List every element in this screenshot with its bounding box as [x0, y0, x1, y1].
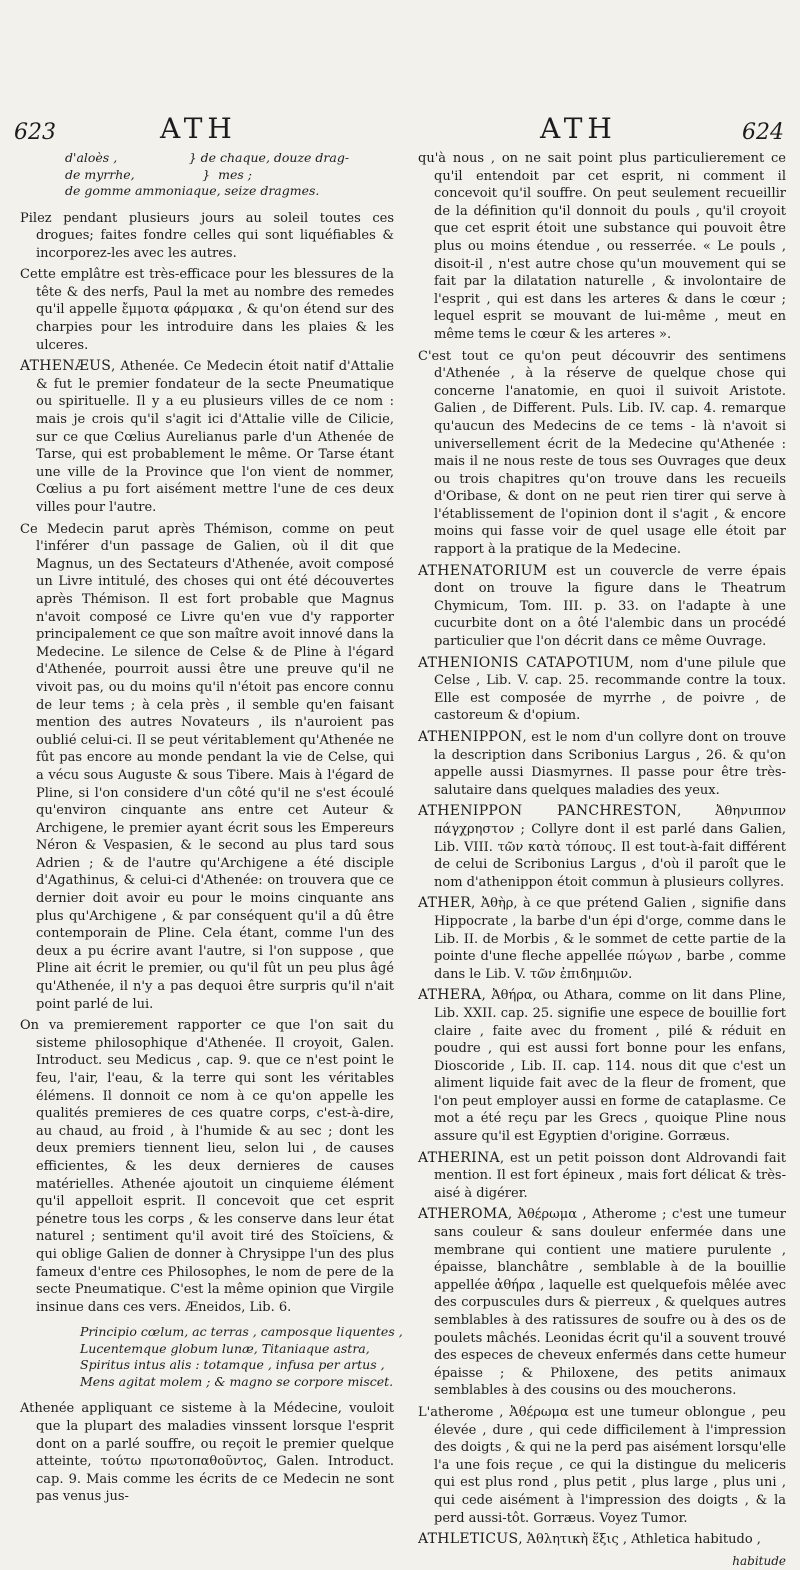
entry-athenionis	[418, 655, 786, 725]
entry-keyword: ATHENÆUS	[20, 358, 112, 375]
entry-keyword: ATHERINA	[418, 1149, 500, 1166]
entry-text: , Ἀθέρωμα , Atherome ; c'est une tumeur sans couleur & sans douleur enfermée dans une membrane qui contient une matiere purulente , épaisse, blanchâtre , semblable à de la bouillie appellée ἀθήρα , laquelle est quelquefois mêlée avec des corpuscules durs & pierreux , & quelques autres semblables à des ratissures de soufre ou à des os de poulets mâchés. Leonidas écrit qu'il a souvent trouvé des especes de cheveux enfermés dans cette humeur épaisse ; & Philoxene, des petits animaux semblables à des cousins ou des moucherons.	[434, 1207, 786, 1399]
formula-line: de gomme ammoniaque, seize dragmes.	[65, 183, 320, 198]
entry-atherina	[418, 1150, 786, 1203]
entry-athleticus	[418, 1531, 786, 1549]
entry-athenatorium	[418, 563, 786, 651]
entry-text: , est un petit poisson dont Aldrovandi fait mention. Il est fort épineux , mais fort délicat & très-aisé à digérer.	[434, 1150, 786, 1201]
catchword: habitude	[732, 1553, 786, 1568]
right-column	[418, 150, 786, 1570]
formula-line: de myrrhe, } mes ;	[65, 166, 252, 182]
running-head-right: ATH	[540, 112, 617, 145]
paragraph: C'est tout ce qu'on peut découvrir des sentimens d'Athenée , à la réserve de quelque chose qui concerne l'anatomie, en quoi il suivoit Aristote. Galien , de Different. Puls. Lib. IV. cap. 4. remarque qu'aucun des Medecins de ce tems - là n'avoit si universellement écrit de la Medecine qu'Athenée : mais il ne nous reste de tous ses Ouvrages que deux ou trois chapitres qu'on trouve dans les recueils d'Oribase, & dont on ne peut rien tirer qui serve à l'établissement de l'opinion dont il s'agit , & encore moins qui fasse voir de quel usage elle étoit par rapport à la pratique de la Medecine.	[418, 348, 786, 558]
left-column	[20, 150, 403, 1510]
entry-ather	[418, 895, 786, 983]
running-head-left: ATH	[160, 112, 237, 145]
paragraph: L'atherome , Ἀθέρωμα est une tumeur oblongue , peu élevée , dure , qui cede difficilement à l'impression des doigts , & qui ne la perd pas aisément lorsqu'elle l'a une fois reçue , ce qui la distingue du meliceris qui est plus rond , plus petit , plus large , plus uni , qui cede aisément à l'impression des doigts , & la perd aussi-tôt. Gorræus. Voyez Tumor.	[418, 1404, 786, 1526]
entry-athenippon-panchreston	[418, 803, 786, 891]
paragraph: On va premierement rapporter ce que l'on sait du sisteme philosophique d'Athenée. Il croyoit, Galen. Introduct. seu Medicus , cap. 9. que ce n'est point le feu, l'air, l'eau, & la terre qui sont les véritables élémens. Il donnoit ce nom à ce qu'on appelle les qualités premieres de ces quatre corps, c'est-à-dire, au chaud, au froid , à l'humide & au sec ; dont les deux premiers tiennent lieu, selon lui , de causes efficientes, & les deux dernieres de causes matérielles. Athenée ajoutoit un cinquieme élément qu'il appelloit esprit. Il concevoit que cet esprit pénetre tous les corps , & les conserve dans leur état naturel ; sentiment qu'il avoit tiré des Stoïciens, & qui oblige Galien de donner à Chrysippe l'un des plus fameux d'entre ces Philosophes, le nom de pere de la secte Pneumatique. C'est la même opinion que Virgile insinue dans ces vers. Æneidos, Lib. 6.	[20, 1018, 394, 1315]
entry-text: , Ἀθὴρ, à ce que prétend Galien , signifie dans Hippocrate , la barbe d'un épi d'orge, comme dans le Lib. II. de Morbis , & le sommet de cette partie de la pointe d'une fleche appellée πώγων , barbe , comme dans le Lib. V. τῶν ἐπιδημιῶν.	[434, 896, 786, 982]
entry-keyword: ATHENATORIUM	[418, 562, 548, 579]
entry-athenaeus	[20, 358, 394, 516]
formula-line: d'aloès , } de chaque, douze drag-	[65, 150, 350, 165]
paragraph: qu'à nous , on ne sait point plus particulierement ce qu'il entendoit par cet esprit, ni comment il concevoit qu'il souffre. On peut seulement recueillir de la définition qu'il donnoit du pouls , qu'il croyoit que cet esprit étoit une substance qui pouvoit être plus ou moins étendue , ou resserrée. « Le pouls , disoit-il , n'est autre chose qu'un mouvement qui se fait par la dilatation naturelle , & involontaire de l'esprit , qui est dans les arteres & dans le cœur ; lequel esprit se mouvant de lui-même , meut en même tems le cœur & les arteres ».	[418, 151, 786, 342]
entry-keyword: ATHENIONIS CATAPOTIUM	[418, 654, 630, 671]
entry-keyword: ATHLETICUS	[418, 1531, 519, 1548]
entry-athenippon	[418, 729, 786, 799]
verse-line: Principio cœlum, ac terras , camposque liquentes ,	[80, 1324, 403, 1340]
entry-keyword: ATHEROMA	[418, 1206, 508, 1223]
entry-athera	[418, 987, 786, 1145]
verse-line: Spiritus intus alis : totamque , infusa per artus ,	[80, 1357, 385, 1373]
paragraph: Pilez pendant plusieurs jours au soleil toutes ces drogues; faites fondre celles qui sont liquéfiables & incorporez-les avec les autres.	[20, 210, 394, 261]
entry-keyword: ATHERA	[418, 987, 482, 1004]
entry-keyword: ATHER	[418, 895, 472, 912]
page-header	[0, 112, 800, 152]
verse-line: Mens agitat molem ; & magno se corpore miscet.	[80, 1373, 394, 1389]
paragraph: Cette emplâtre est très-efficace pour les blessures de la tête & des nerfs, Paul la met au nombre des remedes qu'il appelle ἔμμοτα φάρμακα , & qu'on étend sur des charpies pour les introduire dans les plaies & les ulceres.	[20, 267, 394, 353]
entry-keyword: ATHENIPPON	[418, 729, 523, 745]
entry-text: , Athenée. Ce Medecin étoit natif d'Attalie & fut le premier fondateur de la secte Pneumatique ou spirituelle. Il y a eu plusieurs villes de ce nom : mais je crois qu'il s'agit ici d'Attalie ville de Cilicie, sur ce que Cœlius Aurelianus parle d'un Athenée de Tarse, qui est probablement le même. Or Tarse étant une ville de la Province que l'on vient de nommer, Cœlius a pu fort aisément mettre l'une de ces deux villes pour l'autre.	[36, 359, 394, 515]
entry-text: , est le nom d'un collyre dont on trouve la description dans Scribonius Largus , 26. & qu'on appelle aussi Diasmyrnes. Il passe pour être très-salutaire dans quelques maladies des yeux.	[434, 730, 786, 798]
entry-text: est un couvercle de verre épais dont on trouve la figure dans le Theatrum Chymicum, Tom. III. p. 33. on l'adapte à une cucurbite dont on a ôté l'alembic dans un procédé particulier que l'on décrit dans ce même Ouvrage.	[434, 563, 786, 650]
entry-text: , Ἀθλητικὴ ἕξις , Athletica habitudo ,	[518, 1532, 761, 1548]
entry-text: , Ἀθήρα, ou Athara, comme on lit dans Pline, Lib. XXII. cap. 25. signifie une espece de bouillie fort claire , faite avec du froment , pilé & réduit en poudre , qui est aussi fort bonne pour les enfans, Dioscoride , Lib. II. cap. 114. nous dit que c'est un aliment liquide fait avec de la fleur de froment, que l'on peut employer aussi en forme de cataplasme. Ce mot a été reçu par les Grecs , quoique Pline nous assure qu'il est Egyptien d'origine. Gorræus.	[434, 988, 786, 1145]
paragraph: Ce Medecin parut après Thémison, comme on peut l'inférer d'un passage de Galien, où il dit que Magnus, un des Sectateurs d'Athenée, avoit composé un Livre intitulé, des choses qui ont été découvertes après Thémison. Il est fort probable que Magnus n'avoit composé ce Livre qu'en vue d'y rapporter principalement ce que son maître avoit innové dans la Medecine. Le silence de Celse & de Pline à l'égard d'Athenée, pourroit aussi être une preuve qu'il ne vivoit pas, ou du moins qu'il n'étoit pas encore connu de leur tems ; à cela près , il semble qu'en faisant mention des autres Novateurs , ils n'auroient pas oublié celui-ci. Il se peut véritablement qu'Athenée ne fût pas encore au monde pendant la vie de Celse, qui a vécu sous Auguste & sous Tibere. Mais à l'égard de Pline, si l'on considere d'un côté qu'il ne s'est écoulé qu'environ cinquante ans entre cet Auteur & Archigene, le premier ayant écrit sous les Empereurs Néron & Vespasien, & le second au plus tard sous Adrien ; & de l'autre qu'Archigene a été disciple d'Agathinus, & celui-ci d'Athenée: on trouvera que ce dernier doit avoir eu pour le moins cinquante ans plus qu'Archigene , & par conséquent qu'il a dû être contemporain de Pline. Cela étant, comme l'un des deux a pu écrire avant l'autre, si l'on suppose , que Pline ait écrit le premier, ou qu'il fût un peu plus âgé qu'Athenée, il n'y a pas dequoi être surpris qu'il n'ait point parlé de lui.	[20, 521, 394, 1012]
virgil-quote	[20, 1324, 403, 1390]
paragraph: Athenée appliquant ce sisteme à la Médecine, vouloit que la plupart des maladies vinssent lorsque l'esprit dont on a parlé souffre, ou reçoit le premier quelque atteinte, τούτω πρωτοπαθοῦντος, Galen. Introduct. cap. 9. Mais comme les écrits de ce Medecin ne sont pas venus jus-	[20, 1401, 394, 1505]
page-number-right: 624	[742, 120, 784, 145]
page-number-left: 623	[14, 120, 56, 145]
recipe-formula	[20, 150, 394, 200]
entry-text: , nom d'une pilule que Celse , Lib. V. cap. 25. recommande contre la toux. Elle est composée de myrrhe , de poivre , de castoreum & d'opium.	[434, 655, 786, 724]
entry-text: , Ἀθηνιππον πάγχρηστον ; Collyre dont il est parlé dans Galien, Lib. VIII. τῶν κατὰ τόπους. Il est tout-à-fait différent de celui de Scribonius Largus , d'où il paroît que le nom d'athenippon étoit commun à plusieurs collyres.	[434, 804, 786, 890]
verse-line: Lucentemque globum lunæ, Titaniaque astra,	[80, 1340, 370, 1356]
entry-atheroma	[418, 1206, 786, 1400]
entry-keyword: ATHENIPPON PANCHRESTON	[418, 803, 678, 820]
